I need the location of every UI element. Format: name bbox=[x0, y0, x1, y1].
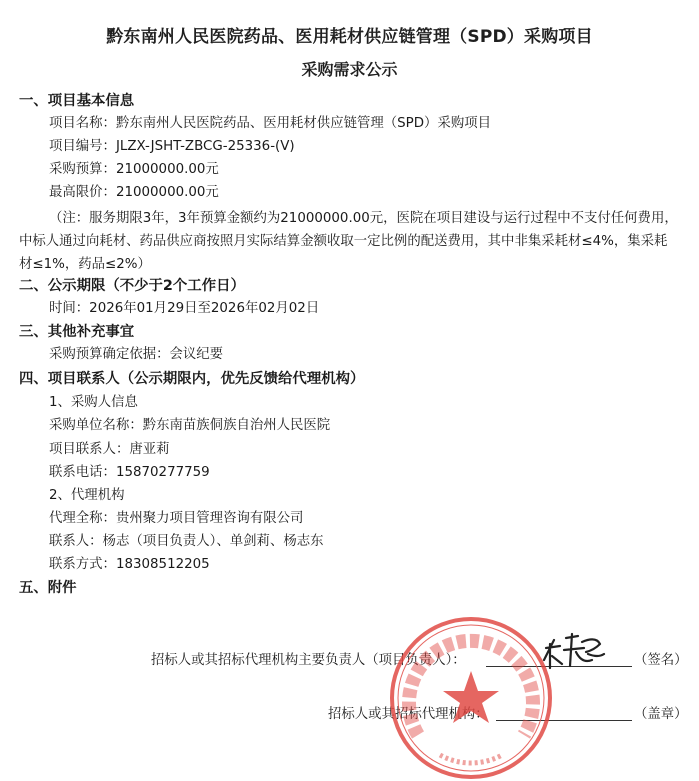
purchaser-phone: 联系电话：15870277759 bbox=[49, 465, 210, 480]
publicity-time: 时间：2026年01月29日至2026年02月02日 bbox=[49, 301, 320, 316]
agency-contact-person: 联系人：杨志（项目负责人）、单剑莉、杨志东 bbox=[49, 534, 324, 549]
section-other-heading: 三、其他补充事宜 bbox=[19, 324, 135, 340]
agency-heading: 2、代理机构 bbox=[49, 488, 125, 503]
agency-phone: 联系方式：18308512205 bbox=[49, 557, 210, 572]
section-attach-heading: 五、附件 bbox=[19, 580, 77, 596]
project-number: 项目编号：JLZX-JSHT-ZBCG-25336-(V) bbox=[49, 139, 295, 154]
seal-suffix: （盖章） bbox=[634, 707, 688, 722]
purchase-budget: 采购预算：21000000.00元 bbox=[49, 162, 219, 177]
project-name: 项目名称：黔东南州人民医院药品、医用耗材供应链管理（SPD）采购项目 bbox=[49, 116, 491, 131]
signature-suffix: （签名） bbox=[634, 653, 688, 668]
signature-label: 招标人或其招标代理机构主要负责人（项目负责人）： bbox=[151, 653, 466, 668]
section-contact-heading: 四、项目联系人（公示期限内，优先反馈给代理机构） bbox=[19, 371, 365, 387]
max-price: 最高限价：21000000.00元 bbox=[49, 185, 219, 200]
handwritten-signature bbox=[538, 630, 608, 674]
section-basic-heading: 一、项目基本信息 bbox=[19, 93, 135, 109]
purchaser-unit: 采购单位名称：黔东南苗族侗族自治州人民医院 bbox=[49, 418, 331, 433]
agency-name: 代理全称：贵州聚力项目管理咨询有限公司 bbox=[49, 511, 304, 526]
purchaser-heading: 1、采购人信息 bbox=[49, 395, 138, 410]
purchaser-contact-person: 项目联系人：唐亚莉 bbox=[49, 442, 170, 457]
section-period-heading: 二、公示期限（不少于2个工作日） bbox=[19, 278, 245, 294]
document-title: 黔东南州人民医院药品、医用耗材供应链管理（SPD）采购项目 bbox=[106, 27, 593, 47]
seal-label: 招标人或其招标代理机构： bbox=[328, 707, 489, 722]
budget-basis: 采购预算确定依据：会议纪要 bbox=[49, 347, 224, 362]
budget-note: （注：服务期限3年，3年预算金额约为21000000.00元，医院在项目建设与运行过程中不支付任何费用，中标人通过向耗材、药品供应商按照月实际结算金额收取一定比例的配送费用，其中非集采耗材≤4%，集采耗材≤1%，药品≤2%） bbox=[19, 211, 678, 272]
document-subtitle: 采购需求公示 bbox=[301, 60, 398, 79]
seal-star-icon bbox=[443, 671, 499, 723]
company-seal-stamp bbox=[388, 615, 554, 781]
